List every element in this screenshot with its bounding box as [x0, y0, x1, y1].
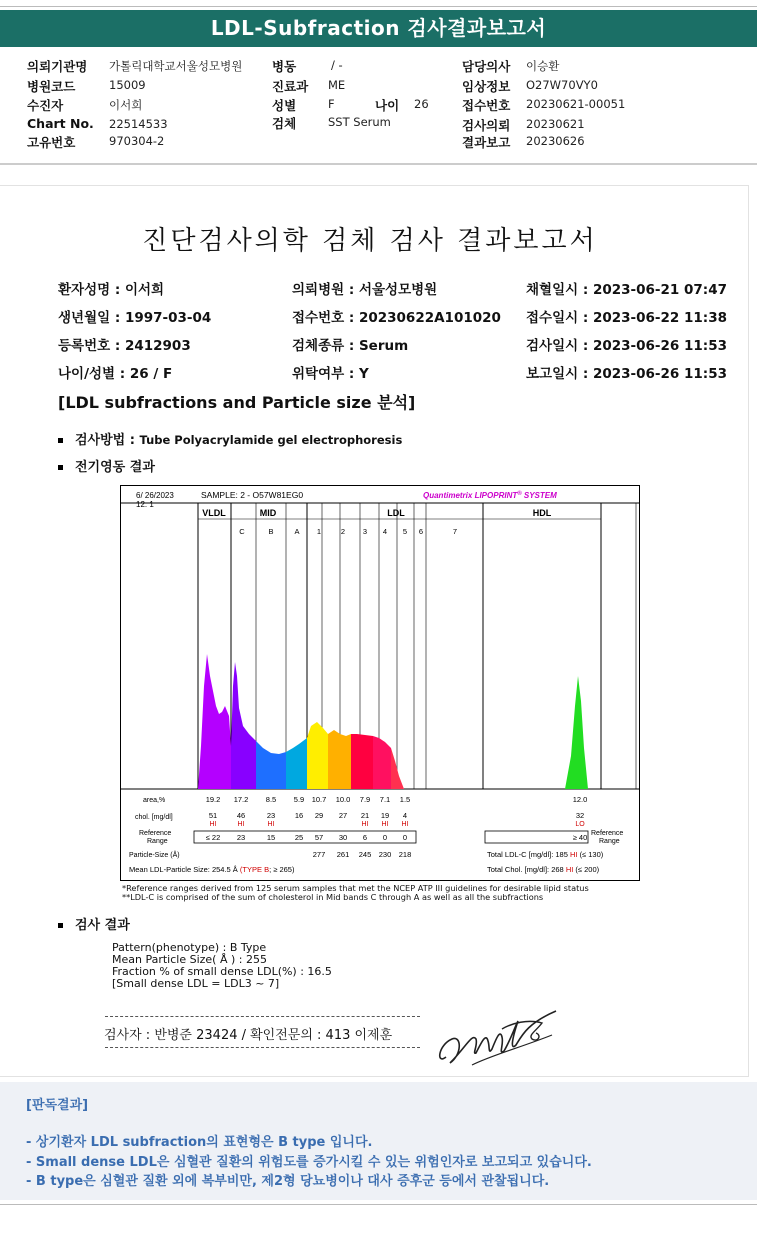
footnote-1: *Reference ranges derived from 125 serum samples that met the NCEP ATP III guidelines for desirable lipid status	[122, 883, 589, 893]
mean-size: Mean LDL-Particle Size: 254.5 Å (TYPE B; ≥ 265)	[129, 865, 295, 874]
chol-flag: HI	[361, 821, 369, 828]
band-label: 2	[340, 527, 346, 536]
group-label: VLDL	[202, 508, 226, 518]
ref-value: ≥ 40	[572, 833, 588, 842]
meta-age-sex: 나이/성별 : 26 / F	[58, 366, 173, 382]
meta-tested: 검사일시 : 2023-06-26 11:53	[526, 338, 727, 354]
curve-2	[328, 730, 351, 789]
curve-3	[351, 734, 373, 789]
chol-flag: HI	[237, 821, 245, 828]
particle-size-value: 245	[358, 850, 372, 859]
curve-4	[373, 736, 391, 789]
document-title: 진단검사의학 검체 검사 결과보고서	[142, 226, 598, 256]
info-label: 검사의뢰	[462, 118, 511, 133]
electro-label: 전기영동 결과	[75, 460, 155, 475]
meta-referral: 위탁여부 : Y	[292, 366, 369, 382]
total-chol: Total Chol. [mg/dl]: 268 HI (≤ 200)	[487, 865, 600, 874]
chol-flag: HI	[401, 821, 409, 828]
result-heading	[58, 914, 130, 933]
chart-labels	[129, 508, 623, 874]
chol-value: 29	[314, 811, 324, 820]
ref-value: 57	[314, 833, 324, 842]
area-value: 19.2	[205, 795, 221, 804]
info-label: 성별	[272, 98, 297, 113]
particle-size-value: 261	[336, 850, 350, 859]
band-label: 7	[452, 527, 458, 536]
judgement-line: - Small dense LDL은 심혈관 질환의 위험도를 증가시킬 수 있는 위험인자로 보고되고 있습니다.	[26, 1155, 592, 1170]
meta-received: 접수일시 : 2023-06-22 11:38	[526, 310, 727, 326]
top-rule	[0, 6, 757, 7]
chol-flag: HI	[209, 821, 217, 828]
chol-value: 32	[575, 811, 585, 820]
curve-5	[391, 748, 404, 789]
curve-A	[286, 738, 307, 789]
bullet-icon	[58, 438, 63, 443]
info-label: 고유번호	[27, 135, 76, 150]
signature-rule	[105, 1047, 420, 1048]
chol-value: 27	[338, 811, 348, 820]
info-value: 이승환	[526, 59, 560, 73]
meta-patient-name: 환자성명 : 이서희	[58, 282, 165, 298]
result-summary: Pattern(phenotype) : B Type Mean Particle Size( Å ) : 255 Fraction % of small dense LDL(%) : 16.5 [Small dense LDL = LDL3 ~ 7]	[112, 941, 332, 990]
ref-value: 30	[338, 833, 348, 842]
footnote-2: **LDL-C is comprised of the sum of cholesterol in Mid bands C through A as well as all the subfractions	[122, 892, 544, 902]
result-label: 검사 결과	[75, 918, 130, 933]
particle-size-value: 230	[378, 850, 392, 859]
meta-accession: 접수번호 : 20230622A101020	[292, 310, 501, 326]
area-value: 12.0	[572, 795, 588, 804]
row-label-area: area,%	[143, 797, 166, 804]
info-label: 담당의사	[462, 59, 511, 74]
curve-hdl	[565, 676, 588, 789]
signature-image	[432, 1005, 562, 1073]
chol-flag: HI	[381, 821, 389, 828]
info-value: 26	[414, 97, 429, 111]
area-value: 5.9	[293, 795, 305, 804]
ref-value: ≤ 22	[205, 833, 221, 842]
info-value: SST Serum	[328, 115, 391, 129]
info-label: 임상정보	[462, 79, 511, 94]
area-value: 10.0	[335, 795, 351, 804]
info-label: 결과보고	[462, 135, 511, 150]
judgement-line: - B type은 심혈관 질환 외에 복부비만, 제2형 당뇨병이나 대사 증후군 등에서 관찰됩니다.	[26, 1174, 550, 1189]
method-line	[58, 429, 402, 448]
meta-specimen: 검체종류 : Serum	[292, 338, 409, 354]
ref-value: 25	[294, 833, 304, 842]
info-value: 20230626	[526, 134, 585, 148]
info-value: O27W70VY0	[526, 78, 598, 92]
meta-registration: 등록번호 : 2412903	[58, 338, 191, 354]
chart-curves	[198, 654, 588, 789]
chart-sample: SAMPLE: 2 - O57W81EG0	[201, 490, 304, 500]
lipoprint-svg	[121, 486, 639, 880]
ref-value: 0	[382, 833, 388, 842]
ref-value: 15	[266, 833, 276, 842]
meta-hospital: 의뢰병원 : 서울성모병원	[292, 282, 438, 298]
info-value: 20230621	[526, 117, 585, 131]
chol-value: 4	[402, 811, 408, 820]
divider	[0, 163, 757, 165]
chol-flag: HI	[267, 821, 275, 828]
bottom-rule	[0, 1204, 757, 1205]
band-label: 3	[362, 527, 368, 536]
info-value: 이서희	[109, 98, 143, 112]
method-label: 검사방법 :	[75, 433, 140, 448]
bullet-icon	[58, 923, 63, 928]
area-value: 7.9	[359, 795, 371, 804]
judgement-title: [판독결과]	[26, 1098, 89, 1113]
band-label: C	[239, 527, 245, 536]
info-label: 수진자	[27, 98, 64, 113]
ref-side-label: Range	[599, 838, 620, 845]
ref-value: 23	[236, 833, 246, 842]
chol-value: 23	[266, 811, 276, 820]
total-ldl: Total LDL-C [mg/dl]: 185 HI (≤ 130)	[487, 850, 604, 859]
area-value: 7.1	[379, 795, 391, 804]
signer-line: 검사자 : 반병준 23424 / 확인전문의 : 413 이제훈	[104, 1028, 393, 1043]
chart-seq: 12: 1	[136, 500, 154, 509]
chol-value: 51	[208, 811, 218, 820]
meta-reported: 보고일시 : 2023-06-26 11:53	[526, 366, 727, 382]
particle-size-label: Particle-Size (Å)	[129, 852, 180, 859]
band-label: 6	[418, 527, 424, 536]
band-label: 1	[316, 527, 322, 536]
report-header: LDL-Subfraction 검사결과보고서	[0, 10, 757, 47]
row-label-chol: chol. [mg/dl]	[135, 814, 173, 821]
info-label: 의뢰기관명	[27, 59, 88, 74]
meta-collected: 채혈일시 : 2023-06-21 07:47	[526, 282, 727, 298]
signature-rule	[105, 1016, 420, 1017]
section-title: [LDL subfractions and Particle size 분석]	[58, 393, 416, 412]
info-label: 접수번호	[462, 98, 511, 113]
area-value: 1.5	[399, 795, 411, 804]
chol-value: 19	[380, 811, 390, 820]
ref-side-label: Reference	[591, 830, 624, 837]
info-value: 970304-2	[109, 134, 165, 148]
meta-birthdate: 생년월일 : 1997-03-04	[58, 310, 212, 326]
electrophoresis-heading	[58, 456, 155, 475]
ref-value: 6	[362, 833, 368, 842]
info-label: 병동	[272, 59, 297, 74]
chart-brand: Quantimetrix LIPOPRINT® SYSTEM	[423, 491, 557, 500]
info-value: 15009	[109, 78, 146, 92]
group-label: LDL	[387, 508, 405, 518]
info-value: 가톨릭대학교서울성모병원	[109, 59, 243, 73]
info-value: 22514533	[109, 117, 168, 131]
chol-value: 46	[236, 811, 246, 820]
chol-flag: LO	[575, 821, 585, 828]
judgement-line: - 상기환자 LDL subfraction의 표현형은 B type 입니다.	[26, 1135, 373, 1150]
info-label: 병원코드	[27, 79, 76, 94]
info-value: 20230621-00051	[526, 97, 626, 111]
bullet-icon	[58, 465, 63, 470]
info-value: ME	[328, 78, 346, 92]
band-label: B	[268, 527, 274, 536]
row-label-ref: Reference	[139, 830, 172, 837]
lipoprint-chart	[120, 485, 640, 881]
band-label: 5	[402, 527, 408, 536]
ref-value: 0	[402, 833, 408, 842]
method-value: Tube Polyacrylamide gel electrophoresis	[139, 433, 403, 447]
area-value: 10.7	[311, 795, 327, 804]
chol-value: 16	[294, 811, 304, 820]
chol-value: 21	[360, 811, 370, 820]
info-value: / -	[331, 58, 343, 72]
info-label: 진료과	[272, 79, 309, 94]
curve-B	[256, 741, 286, 789]
particle-size-value: 218	[398, 850, 412, 859]
curve-C	[231, 662, 256, 789]
info-label: 나이	[375, 98, 400, 113]
group-label: MID	[259, 508, 277, 518]
chart-date: 6/ 26/2023	[136, 491, 174, 500]
chart-grid	[121, 503, 639, 843]
row-label-ref: Range	[147, 838, 168, 845]
band-label: A	[294, 527, 300, 536]
curve-VLDL	[198, 654, 231, 789]
group-label: HDL	[532, 508, 552, 518]
particle-size-value: 277	[312, 850, 326, 859]
curve-1	[307, 722, 328, 789]
band-label: 4	[382, 527, 388, 536]
area-value: 17.2	[233, 795, 249, 804]
info-value: F	[328, 97, 335, 111]
area-value: 8.5	[265, 795, 277, 804]
info-label: 검체	[272, 116, 297, 131]
info-label: Chart No.	[27, 116, 94, 131]
